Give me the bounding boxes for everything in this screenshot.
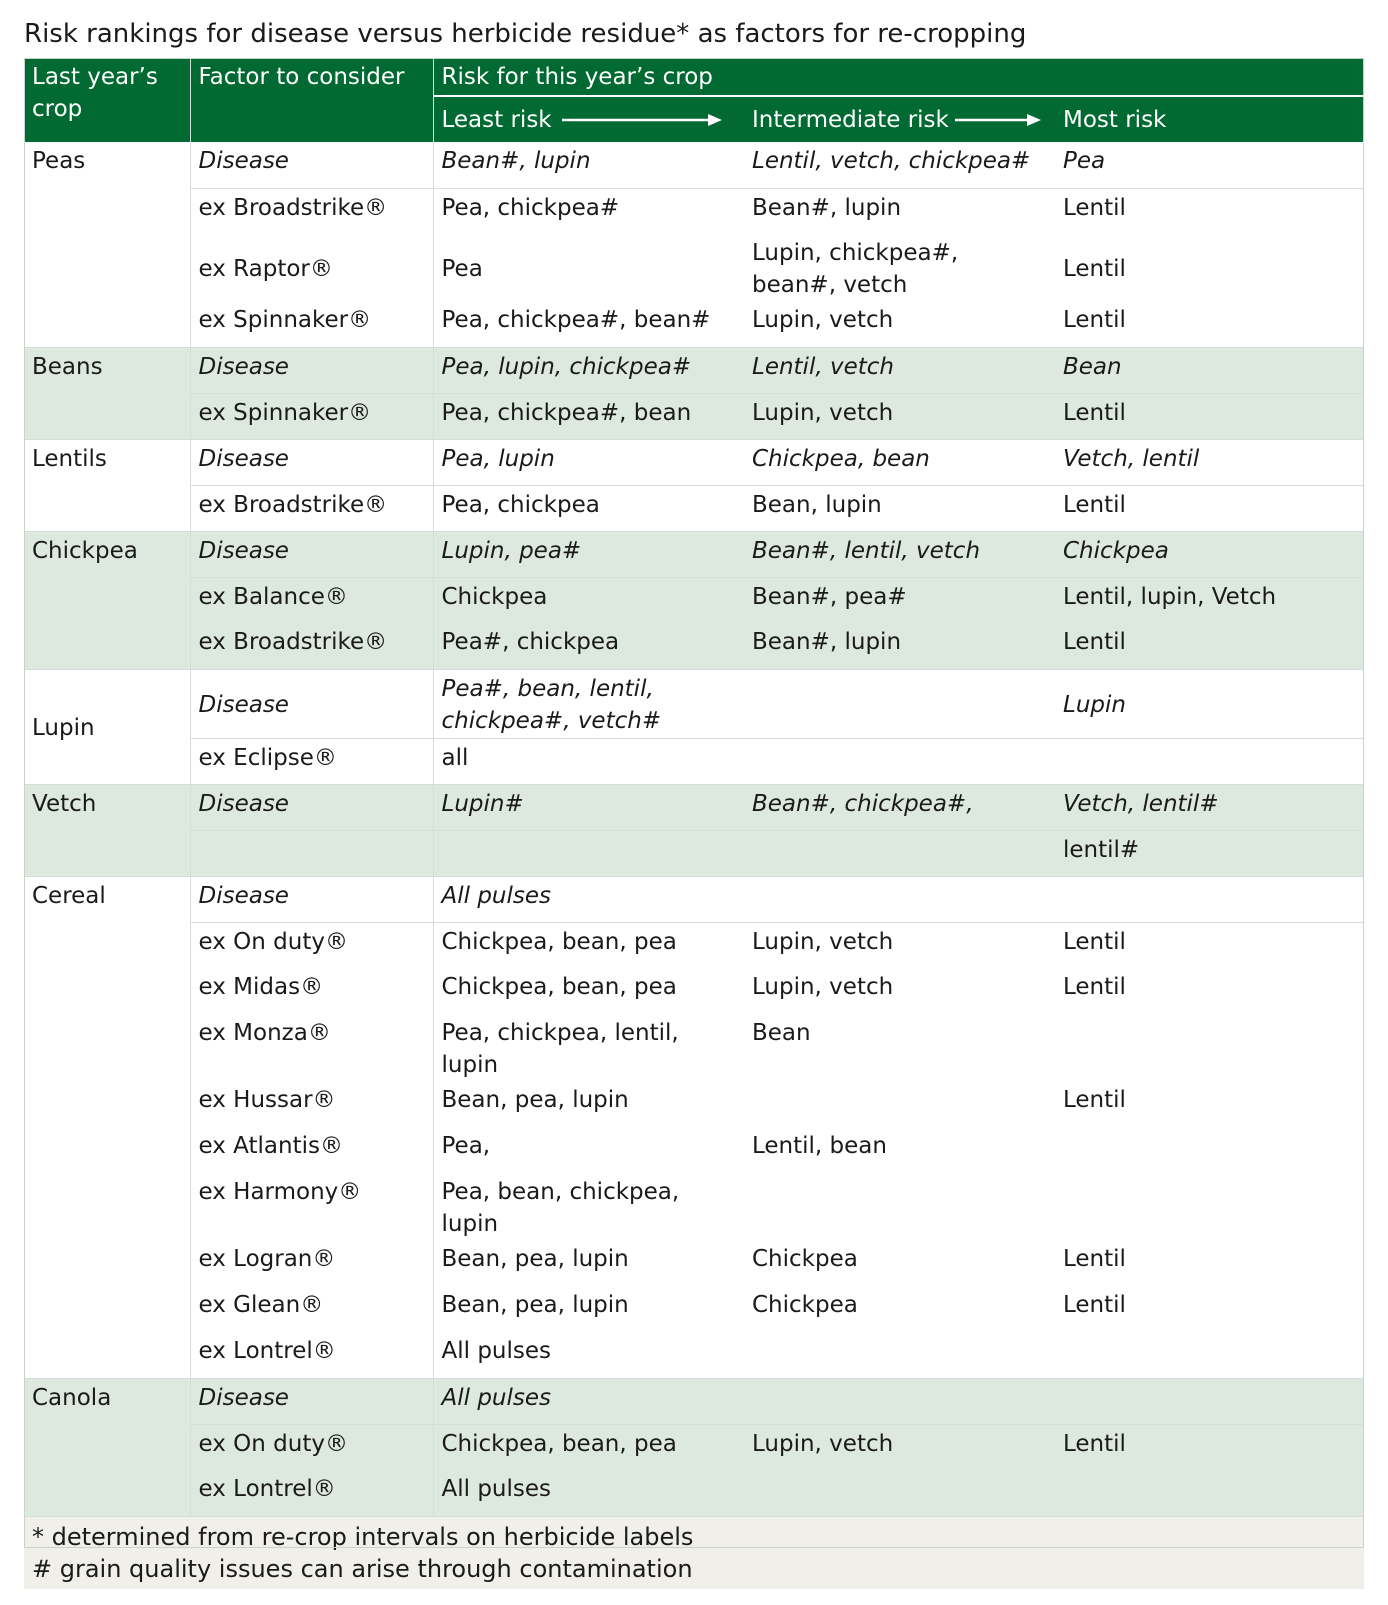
table-row	[24, 1081, 1364, 1127]
factor-cell: Disease	[190, 669, 433, 738]
intermediate-risk-cell: Bean#, lupin	[744, 188, 1055, 234]
factor-cell: ex Hussar®	[190, 1081, 433, 1127]
least-risk-cell: Lupin#	[433, 784, 744, 830]
least-risk-cell: Bean#, lupin	[441, 148, 591, 174]
intermediate-risk-cell	[744, 830, 1055, 876]
table-row	[24, 1014, 1364, 1081]
table-body	[24, 142, 1364, 1516]
least-risk-cell: Chickpea, bean, pea	[433, 1424, 744, 1470]
least-risk-cell: All pulses	[433, 876, 744, 922]
least-risk-cell: Pea, chickpea#, bean#	[441, 307, 711, 333]
factor-cell: ex On duty®	[190, 1424, 433, 1470]
crop-cell: Vetch	[24, 784, 190, 876]
crop-cell: Chickpea	[24, 531, 190, 669]
least-risk-cell	[433, 830, 744, 876]
most-risk-cell: Pea	[1063, 148, 1106, 174]
table-row	[24, 301, 1364, 347]
table-row	[24, 393, 1364, 439]
footnotes-cell	[24, 1516, 1364, 1589]
factor-cell: ex Spinnaker®	[190, 393, 433, 439]
table-row	[24, 485, 1364, 531]
table-row	[24, 1240, 1364, 1286]
table-row	[24, 1470, 1364, 1516]
table-row	[24, 784, 1364, 830]
intermediate-risk-cell: Lentil, vetch, chickpea#	[752, 148, 1031, 174]
table-row	[24, 577, 1364, 623]
most-risk-cell	[1055, 738, 1364, 784]
intermediate-risk-cell: Lentil, bean	[752, 1133, 887, 1159]
least-risk-cell: Pea, lupin	[433, 439, 744, 485]
table-row	[24, 669, 1364, 738]
intermediate-risk-cell: Bean#, lentil, vetch	[744, 531, 1055, 577]
risk-ranking-table	[24, 58, 1364, 1589]
table-row	[24, 968, 1364, 1014]
header-intermediate-risk	[744, 96, 1055, 142]
table-row	[24, 1332, 1364, 1378]
most-risk-cell: Lentil	[1063, 974, 1126, 1000]
least-risk-cell: Pea, chickpea#	[433, 188, 744, 234]
table-row	[24, 623, 1364, 669]
most-risk-cell	[1055, 1470, 1364, 1516]
most-risk-cell	[1055, 1332, 1364, 1378]
factor-cell: Disease	[190, 876, 433, 922]
least-risk-cell: Pea	[441, 256, 483, 282]
least-risk-cell: All pulses	[433, 1378, 744, 1424]
factor-cell: ex Lontrel®	[190, 1470, 433, 1516]
factor-cell: ex Logran®	[190, 1240, 433, 1286]
least-risk-cell: all	[433, 738, 744, 784]
most-risk-cell: Lentil	[1055, 922, 1364, 968]
intermediate-risk-cell: Lupin, vetch	[744, 1424, 1055, 1470]
crop-cell: Beans	[24, 347, 190, 439]
right-arrow-icon	[955, 113, 1043, 127]
most-risk-cell: Lentil	[1055, 393, 1364, 439]
most-risk-cell: Lentil	[1063, 1246, 1126, 1272]
most-risk-cell: Chickpea	[1055, 531, 1364, 577]
header-factor: Factor to consider	[190, 58, 433, 142]
intermediate-risk-cell: Bean	[752, 1020, 811, 1046]
factor-cell: ex Spinnaker®	[190, 301, 433, 347]
factor-cell: ex Raptor®	[190, 234, 433, 301]
intermediate-risk-cell	[744, 1470, 1055, 1516]
table-row	[24, 1127, 1364, 1173]
least-risk-cell: All pulses	[441, 1338, 552, 1364]
intermediate-risk-cell: Lupin, vetch	[744, 393, 1055, 439]
table-row	[24, 142, 1364, 188]
most-risk-cell: Lentil	[1055, 623, 1364, 669]
most-risk-cell: Vetch, lentil	[1055, 439, 1364, 485]
crop-cell: Cereal	[24, 876, 190, 1378]
factor-cell: ex Glean®	[190, 1286, 433, 1332]
table-row	[24, 922, 1364, 968]
most-risk-cell: Lentil	[1055, 188, 1364, 234]
crop-cell: Lupin	[24, 669, 190, 784]
least-risk-cell: Pea,	[441, 1133, 491, 1159]
least-risk-cell: Chickpea, bean, pea	[441, 974, 677, 1000]
header-intermediate-risk-label: Intermediate risk	[752, 107, 949, 133]
most-risk-cell	[1055, 1127, 1364, 1173]
least-risk-cell: Pea#, bean, lentil, chickpea#, vetch#	[433, 669, 744, 738]
footnote-asterisk: * determined from re-crop intervals on herbicide labels	[32, 1522, 694, 1551]
most-risk-cell: Lentil	[1055, 485, 1364, 531]
table-row	[24, 876, 1364, 922]
most-risk-cell	[1055, 1173, 1364, 1240]
intermediate-risk-cell: Lentil, vetch	[744, 347, 1055, 393]
intermediate-risk-cell	[744, 1332, 1055, 1378]
intermediate-risk-cell	[744, 1081, 1055, 1127]
least-risk-cell: Pea, chickpea#, bean	[433, 393, 744, 439]
factor-cell: Disease	[190, 1378, 433, 1424]
table-header	[24, 58, 1364, 142]
header-least-risk-label: Least risk	[441, 107, 552, 133]
factor-cell: Disease	[190, 531, 433, 577]
table-row	[24, 531, 1364, 577]
table-row	[24, 1286, 1364, 1332]
factor-cell: Disease	[190, 142, 433, 188]
intermediate-risk-cell: Bean, lupin	[744, 485, 1055, 531]
intermediate-risk-cell	[744, 876, 1055, 922]
intermediate-risk-cell: Chickpea	[752, 1292, 858, 1318]
factor-cell	[190, 830, 433, 876]
most-risk-cell	[1055, 1378, 1364, 1424]
factor-cell: ex On duty®	[190, 922, 433, 968]
least-risk-cell: All pulses	[433, 1470, 744, 1516]
intermediate-risk-cell: Bean#, lupin	[744, 623, 1055, 669]
factor-cell: Disease	[190, 439, 433, 485]
crop-cell: Peas	[24, 142, 190, 347]
intermediate-risk-cell: Chickpea, bean	[744, 439, 1055, 485]
most-risk-cell: Lentil	[1063, 1292, 1126, 1318]
intermediate-risk-cell: Bean#, pea#	[744, 577, 1055, 623]
table-title: Risk rankings for disease versus herbicide residue* as factors for re-cropping	[24, 19, 1027, 49]
factor-cell: ex Broadstrike®	[190, 623, 433, 669]
least-risk-cell: Pea, lupin, chickpea#	[433, 347, 744, 393]
intermediate-risk-cell: Lupin, chickpea#, bean#, vetch	[752, 240, 959, 298]
table-footnotes	[24, 1516, 1364, 1589]
factor-cell: ex Midas®	[190, 968, 433, 1014]
most-risk-cell	[1055, 1014, 1364, 1081]
intermediate-risk-cell: Lupin, vetch	[744, 922, 1055, 968]
intermediate-risk-cell: Lupin, vetch	[752, 307, 894, 333]
least-risk-cell: Pea, chickpea, lentil, lupin	[441, 1020, 679, 1078]
most-risk-cell	[1055, 876, 1364, 922]
table-row	[24, 188, 1364, 234]
factor-cell: ex Broadstrike®	[190, 485, 433, 531]
least-risk-cell: Chickpea	[433, 577, 744, 623]
least-risk-cell: Chickpea, bean, pea	[433, 922, 744, 968]
table-row	[24, 738, 1364, 784]
table-row	[24, 1173, 1364, 1240]
least-risk-cell: Bean, pea, lupin	[441, 1292, 629, 1318]
most-risk-cell: Lentil	[1063, 256, 1126, 282]
most-risk-cell: Lentil, lupin, Vetch	[1055, 577, 1364, 623]
intermediate-risk-cell	[744, 1378, 1055, 1424]
intermediate-risk-cell	[744, 669, 1055, 738]
table-row	[24, 439, 1364, 485]
least-risk-cell: Pea, chickpea	[433, 485, 744, 531]
least-risk-cell: Pea, bean, chickpea, lupin	[441, 1179, 680, 1237]
most-risk-cell: Lentil	[1063, 307, 1126, 333]
least-risk-cell: Bean, pea, lupin	[441, 1087, 629, 1113]
crop-cell: Canola	[24, 1378, 190, 1516]
factor-cell: ex Broadstrike®	[190, 188, 433, 234]
factor-cell: ex Balance®	[190, 577, 433, 623]
most-risk-cell: Bean	[1055, 347, 1364, 393]
factor-cell: Disease	[190, 784, 433, 830]
header-most-risk: Most risk	[1055, 96, 1364, 142]
intermediate-risk-cell: Lupin, vetch	[752, 974, 894, 1000]
most-risk-cell: Lupin	[1055, 669, 1364, 738]
most-risk-cell: Lentil	[1055, 1424, 1364, 1470]
table-row	[24, 830, 1364, 876]
table-row	[24, 1378, 1364, 1424]
crop-cell: Lentils	[24, 439, 190, 531]
least-risk-cell: Pea#, chickpea	[433, 623, 744, 669]
most-risk-cell: Vetch, lentil#	[1055, 784, 1364, 830]
most-risk-cell: Lentil	[1063, 1087, 1126, 1113]
factor-cell: ex Lontrel®	[190, 1332, 433, 1378]
least-risk-cell: Bean, pea, lupin	[441, 1246, 629, 1272]
factor-cell: ex Eclipse®	[190, 738, 433, 784]
factor-cell: ex Harmony®	[190, 1173, 433, 1240]
intermediate-risk-cell: Chickpea	[752, 1246, 858, 1272]
table-row	[24, 347, 1364, 393]
factor-cell: ex Monza®	[190, 1014, 433, 1081]
table-row	[24, 234, 1364, 301]
factor-cell: Disease	[190, 347, 433, 393]
footnote-hash: # grain quality issues can arise through contamination	[32, 1554, 693, 1583]
right-arrow-icon	[562, 113, 724, 127]
intermediate-risk-cell	[744, 1173, 1055, 1240]
factor-cell: ex Atlantis®	[190, 1127, 433, 1173]
table-row	[24, 1424, 1364, 1470]
most-risk-cell: lentil#	[1055, 830, 1364, 876]
header-last-year-crop: Last year’s crop	[24, 58, 190, 142]
intermediate-risk-cell: Bean#, chickpea#,	[744, 784, 1055, 830]
header-risk: Risk for this year’s crop	[433, 58, 1364, 96]
least-risk-cell: Lupin, pea#	[433, 531, 744, 577]
header-least-risk	[433, 96, 744, 142]
intermediate-risk-cell	[744, 738, 1055, 784]
